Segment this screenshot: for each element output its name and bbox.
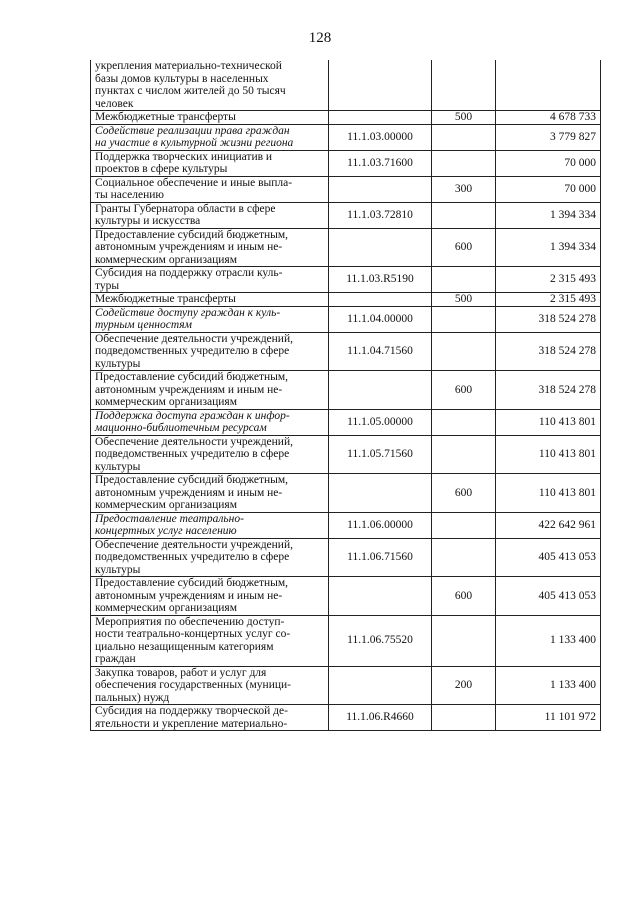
row-code-cell (329, 371, 432, 410)
row-amount-cell: 1 394 334 (496, 228, 601, 267)
row-type-cell (432, 409, 496, 435)
row-type-cell: 600 (432, 228, 496, 267)
row-type-cell: 300 (432, 176, 496, 202)
table-row (91, 474, 601, 513)
row-name-cell: Поддержка доступа граждан к инфор- мационно-библиотечным ресурсам (91, 409, 329, 435)
row-code-cell: 11.1.06.00000 (329, 512, 432, 538)
budget-table-body (91, 60, 601, 731)
row-code-cell: 11.1.03.00000 (329, 124, 432, 150)
row-name-cell: Закупка товаров, работ и услуг для обеспечения государственных (муници- пальных) нужд (91, 666, 329, 705)
row-amount-cell: 110 413 801 (496, 435, 601, 474)
table-row (91, 111, 601, 125)
row-code-cell: 11.1.05.00000 (329, 409, 432, 435)
row-code-cell: 11.1.06.71560 (329, 538, 432, 577)
row-type-cell (432, 512, 496, 538)
row-type-cell (432, 60, 496, 111)
row-name-cell: Субсидия на поддержку творческой де- ятельности и укрепление материально- (91, 705, 329, 731)
row-name-cell: Межбюджетные трансферты (91, 111, 329, 125)
table-row (91, 615, 601, 666)
row-amount-cell: 11 101 972 (496, 705, 601, 731)
table-row (91, 202, 601, 228)
row-code-cell (329, 228, 432, 267)
row-amount-cell: 2 315 493 (496, 293, 601, 307)
table-row (91, 371, 601, 410)
row-type-cell (432, 705, 496, 731)
table-row (91, 124, 601, 150)
row-name-cell: Предоставление субсидий бюджетным, автономным учреждениям и иным не- коммерческим организациям (91, 371, 329, 410)
table-row (91, 267, 601, 293)
row-code-cell: 11.1.03.71600 (329, 150, 432, 176)
row-name-cell: Поддержка творческих инициатив и проектов в сфере культуры (91, 150, 329, 176)
row-name-cell: Обеспечение деятельности учреждений, подведомственных учредителю в сфере культуры (91, 435, 329, 474)
row-amount-cell: 1 133 400 (496, 666, 601, 705)
row-amount-cell: 1 133 400 (496, 615, 601, 666)
table-row (91, 228, 601, 267)
row-type-cell (432, 306, 496, 332)
row-name-cell: укрепления материально-технической базы домов культуры в населенных пунктах с числом жителей до 50 тысяч человек (91, 60, 329, 111)
row-code-cell (329, 176, 432, 202)
budget-table (90, 60, 601, 731)
row-name-cell: Предоставление субсидий бюджетным, автономным учреждениям и иным не- коммерческим организациям (91, 474, 329, 513)
row-type-cell (432, 332, 496, 371)
row-type-cell (432, 435, 496, 474)
row-code-cell: 11.1.05.71560 (329, 435, 432, 474)
row-type-cell (432, 150, 496, 176)
row-code-cell: 11.1.04.71560 (329, 332, 432, 371)
row-name-cell: Межбюджетные трансферты (91, 293, 329, 307)
table-row (91, 332, 601, 371)
table-row (91, 705, 601, 731)
row-name-cell: Обеспечение деятельности учреждений, подведомственных учредителю в сфере культуры (91, 332, 329, 371)
page-number: 128 (308, 30, 332, 46)
row-type-cell: 200 (432, 666, 496, 705)
row-amount-cell: 110 413 801 (496, 474, 601, 513)
row-name-cell: Субсидия на поддержку отрасли куль- туры (91, 267, 329, 293)
row-code-cell: 11.1.03.R5190 (329, 267, 432, 293)
table-row (91, 435, 601, 474)
row-code-cell: 11.1.06.R4660 (329, 705, 432, 731)
row-type-cell: 500 (432, 111, 496, 125)
row-type-cell (432, 615, 496, 666)
row-amount-cell: 318 524 278 (496, 332, 601, 371)
row-type-cell: 500 (432, 293, 496, 307)
row-name-cell: Мероприятия по обеспечению доступ- ности театрально-концертных услуг со- циально незащищенным категориям граждан (91, 615, 329, 666)
table-row (91, 512, 601, 538)
table-row (91, 666, 601, 705)
row-code-cell: 11.1.04.00000 (329, 306, 432, 332)
table-row (91, 293, 601, 307)
row-type-cell (432, 267, 496, 293)
row-code-cell (329, 111, 432, 125)
row-name-cell: Предоставление театрально- концертных услуг населению (91, 512, 329, 538)
row-amount-cell: 70 000 (496, 150, 601, 176)
row-code-cell: 11.1.03.72810 (329, 202, 432, 228)
row-amount-cell: 318 524 278 (496, 371, 601, 410)
row-amount-cell: 2 315 493 (496, 267, 601, 293)
table-row (91, 306, 601, 332)
row-amount-cell: 1 394 334 (496, 202, 601, 228)
row-name-cell: Предоставление субсидий бюджетным, автономным учреждениям и иным не- коммерческим организациям (91, 577, 329, 616)
row-type-cell (432, 124, 496, 150)
row-code-cell (329, 293, 432, 307)
row-name-cell: Обеспечение деятельности учреждений, подведомственных учредителю в сфере культуры (91, 538, 329, 577)
row-name-cell: Предоставление субсидий бюджетным, автономным учреждениям и иным не- коммерческим организациям (91, 228, 329, 267)
table-row (91, 538, 601, 577)
table-row (91, 577, 601, 616)
row-code-cell: 11.1.06.75520 (329, 615, 432, 666)
row-amount-cell: 4 678 733 (496, 111, 601, 125)
table-row (91, 60, 601, 111)
row-amount-cell (496, 60, 601, 111)
row-type-cell: 600 (432, 371, 496, 410)
row-amount-cell: 422 642 961 (496, 512, 601, 538)
row-amount-cell: 110 413 801 (496, 409, 601, 435)
row-name-cell: Содействие реализации права граждан на участие в культурной жизни региона (91, 124, 329, 150)
table-row (91, 409, 601, 435)
row-name-cell: Содействие доступу граждан к куль- турным ценностям (91, 306, 329, 332)
row-type-cell (432, 202, 496, 228)
row-code-cell (329, 577, 432, 616)
row-amount-cell: 70 000 (496, 176, 601, 202)
row-type-cell: 600 (432, 474, 496, 513)
row-amount-cell: 405 413 053 (496, 538, 601, 577)
row-code-cell (329, 666, 432, 705)
row-name-cell: Гранты Губернатора области в сфере культуры и искусства (91, 202, 329, 228)
row-code-cell (329, 474, 432, 513)
row-amount-cell: 405 413 053 (496, 577, 601, 616)
row-amount-cell: 3 779 827 (496, 124, 601, 150)
row-type-cell: 600 (432, 577, 496, 616)
row-amount-cell: 318 524 278 (496, 306, 601, 332)
row-name-cell: Социальное обеспечение и иные выпла- ты населению (91, 176, 329, 202)
row-code-cell (329, 60, 432, 111)
row-type-cell (432, 538, 496, 577)
table-row (91, 150, 601, 176)
table-row (91, 176, 601, 202)
